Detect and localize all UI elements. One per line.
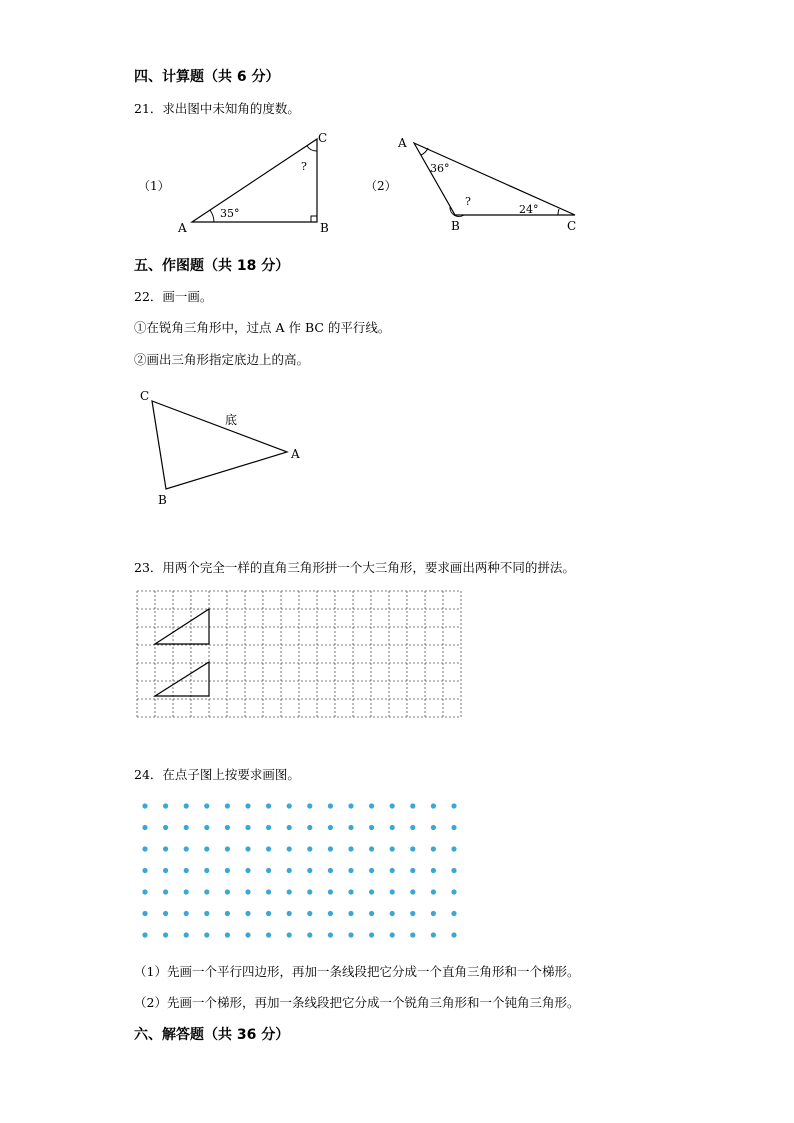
vertex-label-b: B <box>451 219 460 233</box>
grid-dot <box>266 932 271 937</box>
grid-dot <box>431 846 436 851</box>
grid-dot <box>369 803 374 808</box>
grid-dot <box>287 911 292 916</box>
grid-dot <box>142 846 147 851</box>
grid-dot <box>184 868 189 873</box>
grid-dot <box>245 889 250 894</box>
grid-dot <box>369 846 374 851</box>
acute-triangle-figure <box>130 380 330 510</box>
grid-dot <box>348 825 353 830</box>
grid-dot <box>328 846 333 851</box>
question-24-prompt: 24．在点子图上按要求画图。 <box>134 767 300 782</box>
grid-dot <box>266 846 271 851</box>
grid-dot <box>410 932 415 937</box>
obtuse-triangle-figure <box>395 128 595 238</box>
grid-dot <box>431 889 436 894</box>
grid-dot <box>431 932 436 937</box>
grid-dot <box>451 911 456 916</box>
question-22-item-1: ①在锐角三角形中，过点 A 作 BC 的平行线。 <box>134 320 391 335</box>
grid-dot <box>328 911 333 916</box>
grid-dot <box>245 868 250 873</box>
grid-dot <box>142 932 147 937</box>
grid-dot <box>369 889 374 894</box>
grid-dot <box>410 868 415 873</box>
grid-dot <box>431 911 436 916</box>
grid-dot <box>451 868 456 873</box>
dot-grid-dots <box>142 803 456 937</box>
grid-dot <box>204 846 209 851</box>
right-angle-mark <box>311 216 317 222</box>
grid-dot <box>410 825 415 830</box>
grid-dot <box>348 868 353 873</box>
grid-dot <box>225 825 230 830</box>
question-22-item-2: ②画出三角形指定底边上的高。 <box>134 352 310 367</box>
grid-dot <box>307 846 312 851</box>
grid-dot <box>410 889 415 894</box>
grid-dot <box>204 932 209 937</box>
grid-dot <box>225 911 230 916</box>
vertex-label-b: B <box>320 221 329 235</box>
grid-dot <box>348 911 353 916</box>
grid-dot <box>390 889 395 894</box>
grid-dot <box>328 803 333 808</box>
square-grid <box>130 588 465 720</box>
angle-arc-a <box>421 148 428 155</box>
angle-label-a: 35° <box>220 207 240 220</box>
grid-dot <box>204 911 209 916</box>
grid-dot <box>451 803 456 808</box>
grid-dot <box>410 911 415 916</box>
question-21-prompt: 21．求出图中未知角的度数。 <box>134 101 300 116</box>
grid-dot <box>184 889 189 894</box>
grid-dot <box>451 846 456 851</box>
grid-dot <box>266 911 271 916</box>
grid-dot <box>184 846 189 851</box>
grid-dot <box>307 932 312 937</box>
grid-dot <box>410 846 415 851</box>
vertex-label-c: C <box>318 131 328 145</box>
grid-dot <box>390 932 395 937</box>
grid-dot <box>390 825 395 830</box>
grid-dot <box>225 889 230 894</box>
grid-dot <box>163 846 168 851</box>
question-24-requirement-2: （2）先画一个梯形，再加一条线段把它分成一个锐角三角形和一个钝角三角形。 <box>134 995 580 1010</box>
grid-dot <box>163 911 168 916</box>
grid-dot <box>307 889 312 894</box>
grid-dot <box>225 868 230 873</box>
figure-2-index: （2） <box>365 179 397 193</box>
unknown-angle-label: ? <box>301 160 307 173</box>
grid-dot <box>348 846 353 851</box>
grid-dot <box>328 932 333 937</box>
grid-dot <box>390 846 395 851</box>
angle-label-a: 36° <box>430 162 450 175</box>
triangle-shape <box>152 401 287 489</box>
grid-dot <box>451 825 456 830</box>
angle-arc-c <box>558 209 559 215</box>
grid-dot <box>142 911 147 916</box>
grid-dot <box>204 803 209 808</box>
grid-dot <box>163 932 168 937</box>
grid-dot <box>163 825 168 830</box>
grid-dot <box>142 803 147 808</box>
grid-dot <box>307 825 312 830</box>
grid-dot <box>287 868 292 873</box>
vertex-label-c: C <box>140 389 150 403</box>
base-label: 底 <box>225 413 238 427</box>
grid-dot <box>245 803 250 808</box>
grid-dot <box>163 868 168 873</box>
vertex-label-c: C <box>567 219 577 233</box>
grid-dot <box>142 889 147 894</box>
grid-dot <box>287 803 292 808</box>
angle-arc-a <box>210 210 214 222</box>
section-heading-solutions: 六、解答题（共 36 分） <box>134 1027 290 1043</box>
grid-dot <box>307 911 312 916</box>
right-triangle-figure <box>170 128 340 238</box>
grid-dot <box>369 825 374 830</box>
grid-dot <box>369 911 374 916</box>
grid-dot <box>410 803 415 808</box>
grid-dot <box>390 868 395 873</box>
question-23-prompt: 23．用两个完全一样的直角三角形拼一个大三角形，要求画出两种不同的拼法。 <box>134 560 575 575</box>
vertex-label-b: B <box>158 493 167 507</box>
vertex-label-a: A <box>178 221 187 235</box>
triangle-shape <box>192 139 317 222</box>
grid-dot <box>266 803 271 808</box>
grid-dot <box>307 868 312 873</box>
triangle-shape <box>414 143 575 215</box>
question-24-requirement-1: （1）先画一个平行四边形，再加一条线段把它分成一个直角三角形和一个梯形。 <box>134 964 580 979</box>
grid-dot <box>225 846 230 851</box>
grid-dot <box>245 911 250 916</box>
grid-dot <box>266 889 271 894</box>
right-triangle-piece-2 <box>155 662 209 696</box>
grid-dot <box>245 846 250 851</box>
grid-dot <box>328 889 333 894</box>
grid-dot <box>204 825 209 830</box>
grid-dot <box>390 911 395 916</box>
grid-dot <box>184 825 189 830</box>
grid-dot <box>451 932 456 937</box>
grid-dot <box>431 803 436 808</box>
section-heading-calculation: 四、计算题（共 6 分） <box>134 69 280 85</box>
section-heading-drawing: 五、作图题（共 18 分） <box>134 258 290 274</box>
angle-label-c: 24° <box>519 203 539 216</box>
grid-dot <box>451 889 456 894</box>
grid-dot <box>431 825 436 830</box>
grid-dot <box>225 932 230 937</box>
grid-dot <box>287 846 292 851</box>
grid-dot <box>225 803 230 808</box>
grid-dot <box>390 803 395 808</box>
grid-dot <box>163 889 168 894</box>
grid-dot <box>142 868 147 873</box>
grid-dot <box>184 803 189 808</box>
grid-lines <box>137 591 461 717</box>
grid-dot <box>431 868 436 873</box>
grid-dot <box>163 803 168 808</box>
vertex-label-a: A <box>398 136 407 150</box>
vertex-label-a: A <box>291 447 300 461</box>
grid-dot <box>266 868 271 873</box>
grid-dot <box>307 803 312 808</box>
unknown-angle-label: ? <box>465 195 471 208</box>
grid-dot <box>266 825 271 830</box>
grid-dot <box>184 911 189 916</box>
grid-dot <box>348 932 353 937</box>
grid-dot <box>369 868 374 873</box>
grid-dot <box>245 932 250 937</box>
grid-dot <box>328 825 333 830</box>
right-triangle-piece-1 <box>155 609 209 644</box>
grid-dot <box>369 932 374 937</box>
grid-dot <box>348 889 353 894</box>
angle-arc-c <box>307 146 317 151</box>
question-22-prompt: 22．画一画。 <box>134 289 213 304</box>
grid-dot <box>287 825 292 830</box>
grid-dot <box>348 803 353 808</box>
grid-dot <box>245 825 250 830</box>
grid-dot <box>184 932 189 937</box>
grid-dot <box>142 825 147 830</box>
grid-dot <box>204 868 209 873</box>
grid-dot <box>287 932 292 937</box>
grid-dot <box>328 868 333 873</box>
dot-grid <box>135 795 470 945</box>
grid-dot <box>204 889 209 894</box>
figure-1-index: （1） <box>138 179 170 193</box>
grid-dot <box>287 889 292 894</box>
